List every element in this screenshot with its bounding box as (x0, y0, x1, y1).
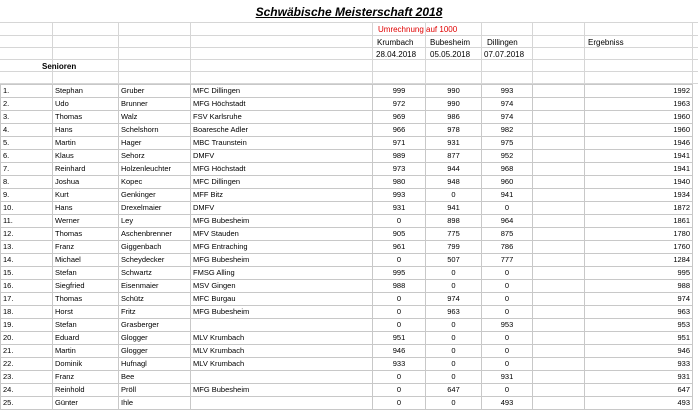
rank-cell: 10. (1, 202, 53, 215)
first-name-cell: Franz (53, 371, 119, 384)
total-cell: 951 (585, 332, 693, 345)
first-name-cell: Martin (53, 345, 119, 358)
score-dillingen-cell: 975 (482, 137, 533, 150)
empty-cell (533, 189, 585, 202)
score-dillingen-cell: 875 (482, 228, 533, 241)
club-cell: MFG Bubesheim (191, 254, 373, 267)
table-row (1, 202, 693, 215)
last-name-cell: Hager (119, 137, 191, 150)
score-bubesheim-cell: 990 (426, 98, 482, 111)
rank-cell: 21. (1, 345, 53, 358)
score-dillingen-cell: 0 (482, 280, 533, 293)
table-row (1, 371, 693, 384)
last-name-cell: Giggenbach (119, 241, 191, 254)
last-name-cell: Brunner (119, 98, 191, 111)
table-row (1, 163, 693, 176)
club-cell: MFG Bubesheim (191, 384, 373, 397)
total-cell: 1934 (585, 189, 693, 202)
empty-cell (533, 124, 585, 137)
score-bubesheim-cell: 898 (426, 215, 482, 228)
club-cell (191, 397, 373, 410)
event-name-1: Krumbach (377, 38, 414, 47)
last-name-cell: Gruber (119, 85, 191, 98)
score-bubesheim-cell: 775 (426, 228, 482, 241)
score-dillingen-cell: 777 (482, 254, 533, 267)
score-dillingen-cell: 786 (482, 241, 533, 254)
empty-cell (533, 293, 585, 306)
rank-cell: 18. (1, 306, 53, 319)
empty-cell (533, 228, 585, 241)
first-name-cell: Klaus (53, 150, 119, 163)
event-date-2: 05.05.2018 (430, 50, 471, 59)
total-cell: 988 (585, 280, 693, 293)
score-bubesheim-cell: 0 (426, 371, 482, 384)
first-name-cell: Horst (53, 306, 119, 319)
score-dillingen-cell: 0 (482, 293, 533, 306)
total-cell: 1960 (585, 111, 693, 124)
total-cell: 1946 (585, 137, 693, 150)
last-name-cell: Hufnagl (119, 358, 191, 371)
empty-cell (533, 371, 585, 384)
table-row (1, 124, 693, 137)
score-dillingen-cell: 0 (482, 345, 533, 358)
score-bubesheim-cell: 0 (426, 397, 482, 410)
rank-cell: 11. (1, 215, 53, 228)
table-row (1, 228, 693, 241)
club-cell: MSV Gingen (191, 280, 373, 293)
table-row (1, 397, 693, 410)
last-name-cell: Walz (119, 111, 191, 124)
club-cell: MFG Höchstadt (191, 98, 373, 111)
score-krumbach-cell: 988 (373, 280, 426, 293)
last-name-cell: Schütz (119, 293, 191, 306)
club-cell: MFG Höchstadt (191, 163, 373, 176)
event-name-3: Dillingen (487, 38, 518, 47)
table-row (1, 98, 693, 111)
score-krumbach-cell: 0 (373, 397, 426, 410)
score-krumbach-cell: 993 (373, 189, 426, 202)
score-krumbach-cell: 971 (373, 137, 426, 150)
score-bubesheim-cell: 507 (426, 254, 482, 267)
rank-cell: 5. (1, 137, 53, 150)
last-name-cell: Drexelmaier (119, 202, 191, 215)
first-name-cell: Stephan (53, 85, 119, 98)
score-krumbach-cell: 966 (373, 124, 426, 137)
club-cell: MFG Entraching (191, 241, 373, 254)
last-name-cell: Schelshorn (119, 124, 191, 137)
first-name-cell: Kurt (53, 189, 119, 202)
table-row (1, 345, 693, 358)
score-dillingen-cell: 0 (482, 202, 533, 215)
score-krumbach-cell: 905 (373, 228, 426, 241)
first-name-cell: Günter (53, 397, 119, 410)
rank-cell: 6. (1, 150, 53, 163)
table-row (1, 137, 693, 150)
last-name-cell: Aschenbrenner (119, 228, 191, 241)
score-bubesheim-cell: 990 (426, 85, 482, 98)
event-name-2: Bubesheim (430, 38, 471, 47)
score-bubesheim-cell: 941 (426, 202, 482, 215)
score-dillingen-cell: 964 (482, 215, 533, 228)
score-krumbach-cell: 946 (373, 345, 426, 358)
empty-cell (533, 306, 585, 319)
first-name-cell: Thomas (53, 228, 119, 241)
table-row (1, 293, 693, 306)
total-cell: 1941 (585, 163, 693, 176)
club-cell: MLV Krumbach (191, 358, 373, 371)
score-dillingen-cell: 974 (482, 111, 533, 124)
score-bubesheim-cell: 799 (426, 241, 482, 254)
rank-cell: 19. (1, 319, 53, 332)
score-krumbach-cell: 933 (373, 358, 426, 371)
score-bubesheim-cell: 978 (426, 124, 482, 137)
score-dillingen-cell: 0 (482, 358, 533, 371)
empty-cell (533, 384, 585, 397)
last-name-cell: Glogger (119, 332, 191, 345)
last-name-cell: Bee (119, 371, 191, 384)
rank-cell: 22. (1, 358, 53, 371)
empty-cell (533, 176, 585, 189)
score-krumbach-cell: 969 (373, 111, 426, 124)
last-name-cell: Holzenleuchter (119, 163, 191, 176)
score-bubesheim-cell: 877 (426, 150, 482, 163)
last-name-cell: Ley (119, 215, 191, 228)
score-dillingen-cell: 0 (482, 267, 533, 280)
rank-cell: 17. (1, 293, 53, 306)
score-bubesheim-cell: 963 (426, 306, 482, 319)
score-bubesheim-cell: 931 (426, 137, 482, 150)
score-krumbach-cell: 961 (373, 241, 426, 254)
score-krumbach-cell: 951 (373, 332, 426, 345)
score-bubesheim-cell: 974 (426, 293, 482, 306)
table-row (1, 176, 693, 189)
last-name-cell: Genkinger (119, 189, 191, 202)
first-name-cell: Hans (53, 202, 119, 215)
score-krumbach-cell: 989 (373, 150, 426, 163)
total-cell: 493 (585, 397, 693, 410)
rank-cell: 16. (1, 280, 53, 293)
total-cell: 1780 (585, 228, 693, 241)
rank-cell: 25. (1, 397, 53, 410)
total-cell: 1992 (585, 85, 693, 98)
club-cell: MLV Krumbach (191, 345, 373, 358)
score-krumbach-cell: 973 (373, 163, 426, 176)
empty-cell (533, 397, 585, 410)
score-dillingen-cell: 931 (482, 371, 533, 384)
score-krumbach-cell: 972 (373, 98, 426, 111)
score-bubesheim-cell: 0 (426, 189, 482, 202)
score-krumbach-cell: 931 (373, 202, 426, 215)
total-cell: 1760 (585, 241, 693, 254)
total-cell: 1861 (585, 215, 693, 228)
club-cell: FSV Karlsruhe (191, 111, 373, 124)
total-cell: 995 (585, 267, 693, 280)
score-dillingen-cell: 0 (482, 332, 533, 345)
first-name-cell: Thomas (53, 293, 119, 306)
score-bubesheim-cell: 647 (426, 384, 482, 397)
empty-cell (533, 98, 585, 111)
score-krumbach-cell: 0 (373, 306, 426, 319)
last-name-cell: Pröll (119, 384, 191, 397)
total-cell: 1963 (585, 98, 693, 111)
last-name-cell: Sehorz (119, 150, 191, 163)
score-krumbach-cell: 999 (373, 85, 426, 98)
category-label: Senioren (42, 62, 77, 71)
score-bubesheim-cell: 0 (426, 319, 482, 332)
empty-cell (533, 345, 585, 358)
score-krumbach-cell: 0 (373, 254, 426, 267)
event-date-3: 07.07.2018 (484, 50, 525, 59)
rank-cell: 24. (1, 384, 53, 397)
empty-cell (533, 319, 585, 332)
score-krumbach-cell: 0 (373, 293, 426, 306)
first-name-cell: Siegfried (53, 280, 119, 293)
rank-cell: 20. (1, 332, 53, 345)
score-dillingen-cell: 960 (482, 176, 533, 189)
first-name-cell: Franz (53, 241, 119, 254)
first-name-cell: Werner (53, 215, 119, 228)
results-table (0, 84, 693, 410)
rank-cell: 3. (1, 111, 53, 124)
table-row (1, 319, 693, 332)
rank-cell: 8. (1, 176, 53, 189)
first-name-cell: Reinhold (53, 384, 119, 397)
empty-cell (533, 150, 585, 163)
table-row (1, 280, 693, 293)
club-cell: MFG Bubesheim (191, 215, 373, 228)
total-cell: 933 (585, 358, 693, 371)
table-row (1, 85, 693, 98)
table-row (1, 111, 693, 124)
last-name-cell: Fritz (119, 306, 191, 319)
club-cell: MFF Bitz (191, 189, 373, 202)
score-dillingen-cell: 974 (482, 98, 533, 111)
empty-cell (533, 215, 585, 228)
rank-cell: 2. (1, 98, 53, 111)
last-name-cell: Schwartz (119, 267, 191, 280)
total-cell: 1941 (585, 150, 693, 163)
first-name-cell: Thomas (53, 111, 119, 124)
club-cell (191, 319, 373, 332)
first-name-cell: Udo (53, 98, 119, 111)
table-row (1, 241, 693, 254)
table-row (1, 254, 693, 267)
score-krumbach-cell: 980 (373, 176, 426, 189)
club-cell: MLV Krumbach (191, 332, 373, 345)
club-cell: DMFV (191, 150, 373, 163)
empty-cell (533, 202, 585, 215)
last-name-cell: Grasberger (119, 319, 191, 332)
club-cell: MFC Dillingen (191, 176, 373, 189)
table-row (1, 215, 693, 228)
table-row (1, 332, 693, 345)
score-bubesheim-cell: 986 (426, 111, 482, 124)
rank-cell: 15. (1, 267, 53, 280)
total-cell: 1284 (585, 254, 693, 267)
conversion-note: Umrechnung auf 1000 (378, 25, 458, 34)
score-bubesheim-cell: 948 (426, 176, 482, 189)
empty-cell (533, 280, 585, 293)
score-bubesheim-cell: 0 (426, 267, 482, 280)
score-krumbach-cell: 0 (373, 319, 426, 332)
rank-cell: 1. (1, 85, 53, 98)
club-cell: Boaresche Adler (191, 124, 373, 137)
first-name-cell: Michael (53, 254, 119, 267)
table-row (1, 189, 693, 202)
last-name-cell: Kopec (119, 176, 191, 189)
rank-cell: 7. (1, 163, 53, 176)
total-cell: 953 (585, 319, 693, 332)
club-cell: FMSG Alling (191, 267, 373, 280)
empty-cell (533, 85, 585, 98)
total-cell: 1960 (585, 124, 693, 137)
table-row (1, 267, 693, 280)
empty-cell (533, 137, 585, 150)
last-name-cell: Glogger (119, 345, 191, 358)
score-bubesheim-cell: 0 (426, 280, 482, 293)
first-name-cell: Eduard (53, 332, 119, 345)
total-cell: 974 (585, 293, 693, 306)
total-cell: 1940 (585, 176, 693, 189)
club-cell: MFC Burgau (191, 293, 373, 306)
score-bubesheim-cell: 0 (426, 345, 482, 358)
score-krumbach-cell: 0 (373, 384, 426, 397)
score-krumbach-cell: 0 (373, 215, 426, 228)
last-name-cell: Eisenmaier (119, 280, 191, 293)
club-cell (191, 371, 373, 384)
last-name-cell: Ihle (119, 397, 191, 410)
table-row (1, 384, 693, 397)
score-bubesheim-cell: 0 (426, 358, 482, 371)
score-krumbach-cell: 995 (373, 267, 426, 280)
score-krumbach-cell: 0 (373, 371, 426, 384)
club-cell: DMFV (191, 202, 373, 215)
score-dillingen-cell: 982 (482, 124, 533, 137)
rank-cell: 14. (1, 254, 53, 267)
first-name-cell: Martin (53, 137, 119, 150)
score-dillingen-cell: 0 (482, 384, 533, 397)
club-cell: MFC Dillingen (191, 85, 373, 98)
score-dillingen-cell: 941 (482, 189, 533, 202)
score-dillingen-cell: 968 (482, 163, 533, 176)
rank-cell: 23. (1, 371, 53, 384)
score-bubesheim-cell: 944 (426, 163, 482, 176)
sheet-title: Schwäbische Meisterschaft 2018 (255, 5, 443, 19)
total-cell: 1872 (585, 202, 693, 215)
event-date-1: 28.04.2018 (376, 50, 417, 59)
score-bubesheim-cell: 0 (426, 332, 482, 345)
score-dillingen-cell: 953 (482, 319, 533, 332)
first-name-cell: Dominik (53, 358, 119, 371)
score-dillingen-cell: 952 (482, 150, 533, 163)
header-gridlines (0, 22, 698, 84)
table-row (1, 150, 693, 163)
empty-cell (533, 241, 585, 254)
last-name-cell: Scheydecker (119, 254, 191, 267)
club-cell: MFV Stauden (191, 228, 373, 241)
rank-cell: 4. (1, 124, 53, 137)
table-row (1, 358, 693, 371)
first-name-cell: Stefan (53, 319, 119, 332)
empty-cell (533, 332, 585, 345)
score-dillingen-cell: 993 (482, 85, 533, 98)
total-cell: 647 (585, 384, 693, 397)
total-cell: 963 (585, 306, 693, 319)
empty-cell (533, 163, 585, 176)
club-cell: MFG Bubesheim (191, 306, 373, 319)
empty-cell (533, 267, 585, 280)
first-name-cell: Hans (53, 124, 119, 137)
club-cell: MBC Traunstein (191, 137, 373, 150)
total-cell: 931 (585, 371, 693, 384)
empty-cell (533, 358, 585, 371)
total-cell: 946 (585, 345, 693, 358)
first-name-cell: Reinhard (53, 163, 119, 176)
empty-cell (533, 254, 585, 267)
first-name-cell: Stefan (53, 267, 119, 280)
rank-cell: 12. (1, 228, 53, 241)
score-dillingen-cell: 0 (482, 306, 533, 319)
score-dillingen-cell: 493 (482, 397, 533, 410)
result-label: Ergebniss (588, 38, 624, 47)
first-name-cell: Joshua (53, 176, 119, 189)
rank-cell: 9. (1, 189, 53, 202)
empty-cell (533, 111, 585, 124)
rank-cell: 13. (1, 241, 53, 254)
table-row (1, 306, 693, 319)
